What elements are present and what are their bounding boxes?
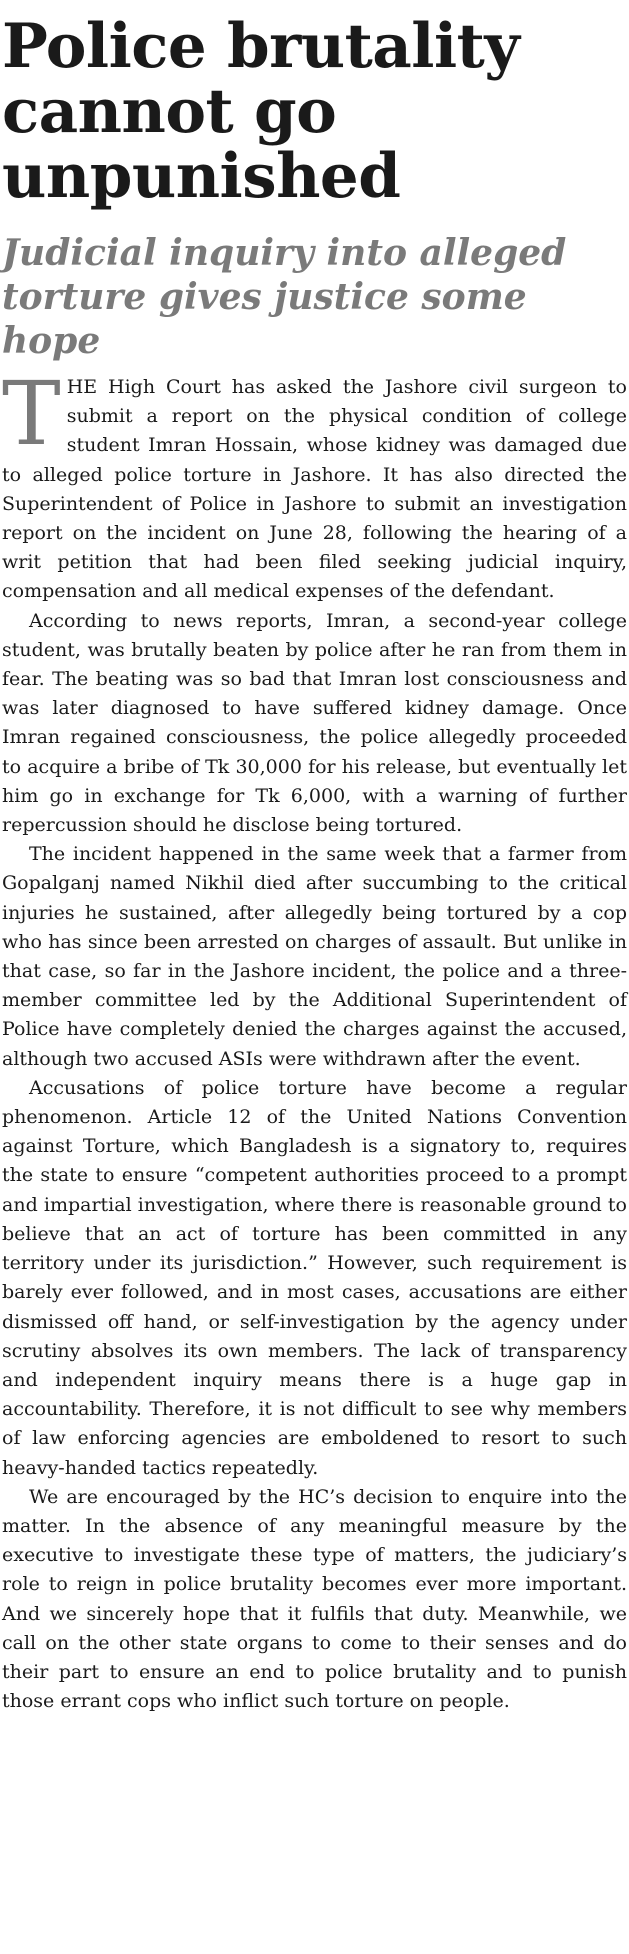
headline: Police brutality cannot go unpunished: [2, 11, 520, 212]
article-body: [2, 362, 627, 1716]
subheadline: Judicial inquiry into alleged torture gives justice some hope: [2, 232, 567, 362]
paragraph-3: The incident happened in the same week that a farmer from Gopalganj named Nikhil died after succumbing to the critical injuries he sustained, after allegedly being tortured by a cop who has since been arrested on charges of assault. But unlike in that case, so far in the Jashore incident, the police and a three-member committee led by the Additional Superintendent of Police have completely denied the charges against the accused, although two accused ASIs were withdrawn after the event.: [2, 843, 627, 1070]
paragraph-4: Accusations of police torture have become a regular phenomenon. Article 12 of the United Nations Convention against Torture, which Bangladesh is a signatory to, requires the state to ensure “competent authorities proceed to a prompt and impartial investigation, where there is reasonable ground to believe that an act of torture has been committed in any territory under its jurisdiction.” However, such requirement is barely ever followed, and in most cases, accusations are either dismissed off hand, or self-investigation by the agency under scrutiny absolves its own members. The lack of transparency and independent inquiry means there is a huge gap in accountability. Therefore, it is not difficult to see why members of law enforcing agencies are emboldened to resort to such heavy-handed tactics repeatedly.: [2, 1076, 627, 1479]
paragraph-5: We are encouraged by the HC’s decision to enquire into the matter. In the absence of any meaningful measure by the executive to investigate these type of matters, the judiciary’s role to reign in police brutality becomes ever more important. And we sincerely hope that it fulfils that duty. Meanwhile, we call on the other state organs to come to their senses and do their part to ensure an end to police brutality and to punish those errant cops who inflict such torture on people.: [2, 1485, 627, 1713]
paragraph-2: According to news reports, Imran, a second-year college student, was brutally beaten by police after he ran from them in fear. The beating was so bad that Imran lost consciousness and was later diagnosed to have suffered kidney damage. Once Imran regained consciousness, the police allegedly proceeded to acquire a bribe of Tk 30,000 for his release, but eventually let him go in exchange for Tk 6,000, with a warning of further repercussion should he disclose being tortured.: [2, 609, 627, 837]
paragraph-1-text: HE High Court has asked the Jashore civil surgeon to submit a report on the physical condition of college student Imran Hossain, whose kidney was damaged due to alleged police torture in Jashore. It has also directed the Superintendent of Police in Jashore to submit an investigation report on the incident on June 28, following the hearing of a writ petition that had been filed seeking judicial inquiry, compensation and all medical expenses of the defendant.: [2, 376, 627, 603]
drop-cap: T: [2, 362, 61, 465]
paragraph-1: [2, 362, 627, 607]
